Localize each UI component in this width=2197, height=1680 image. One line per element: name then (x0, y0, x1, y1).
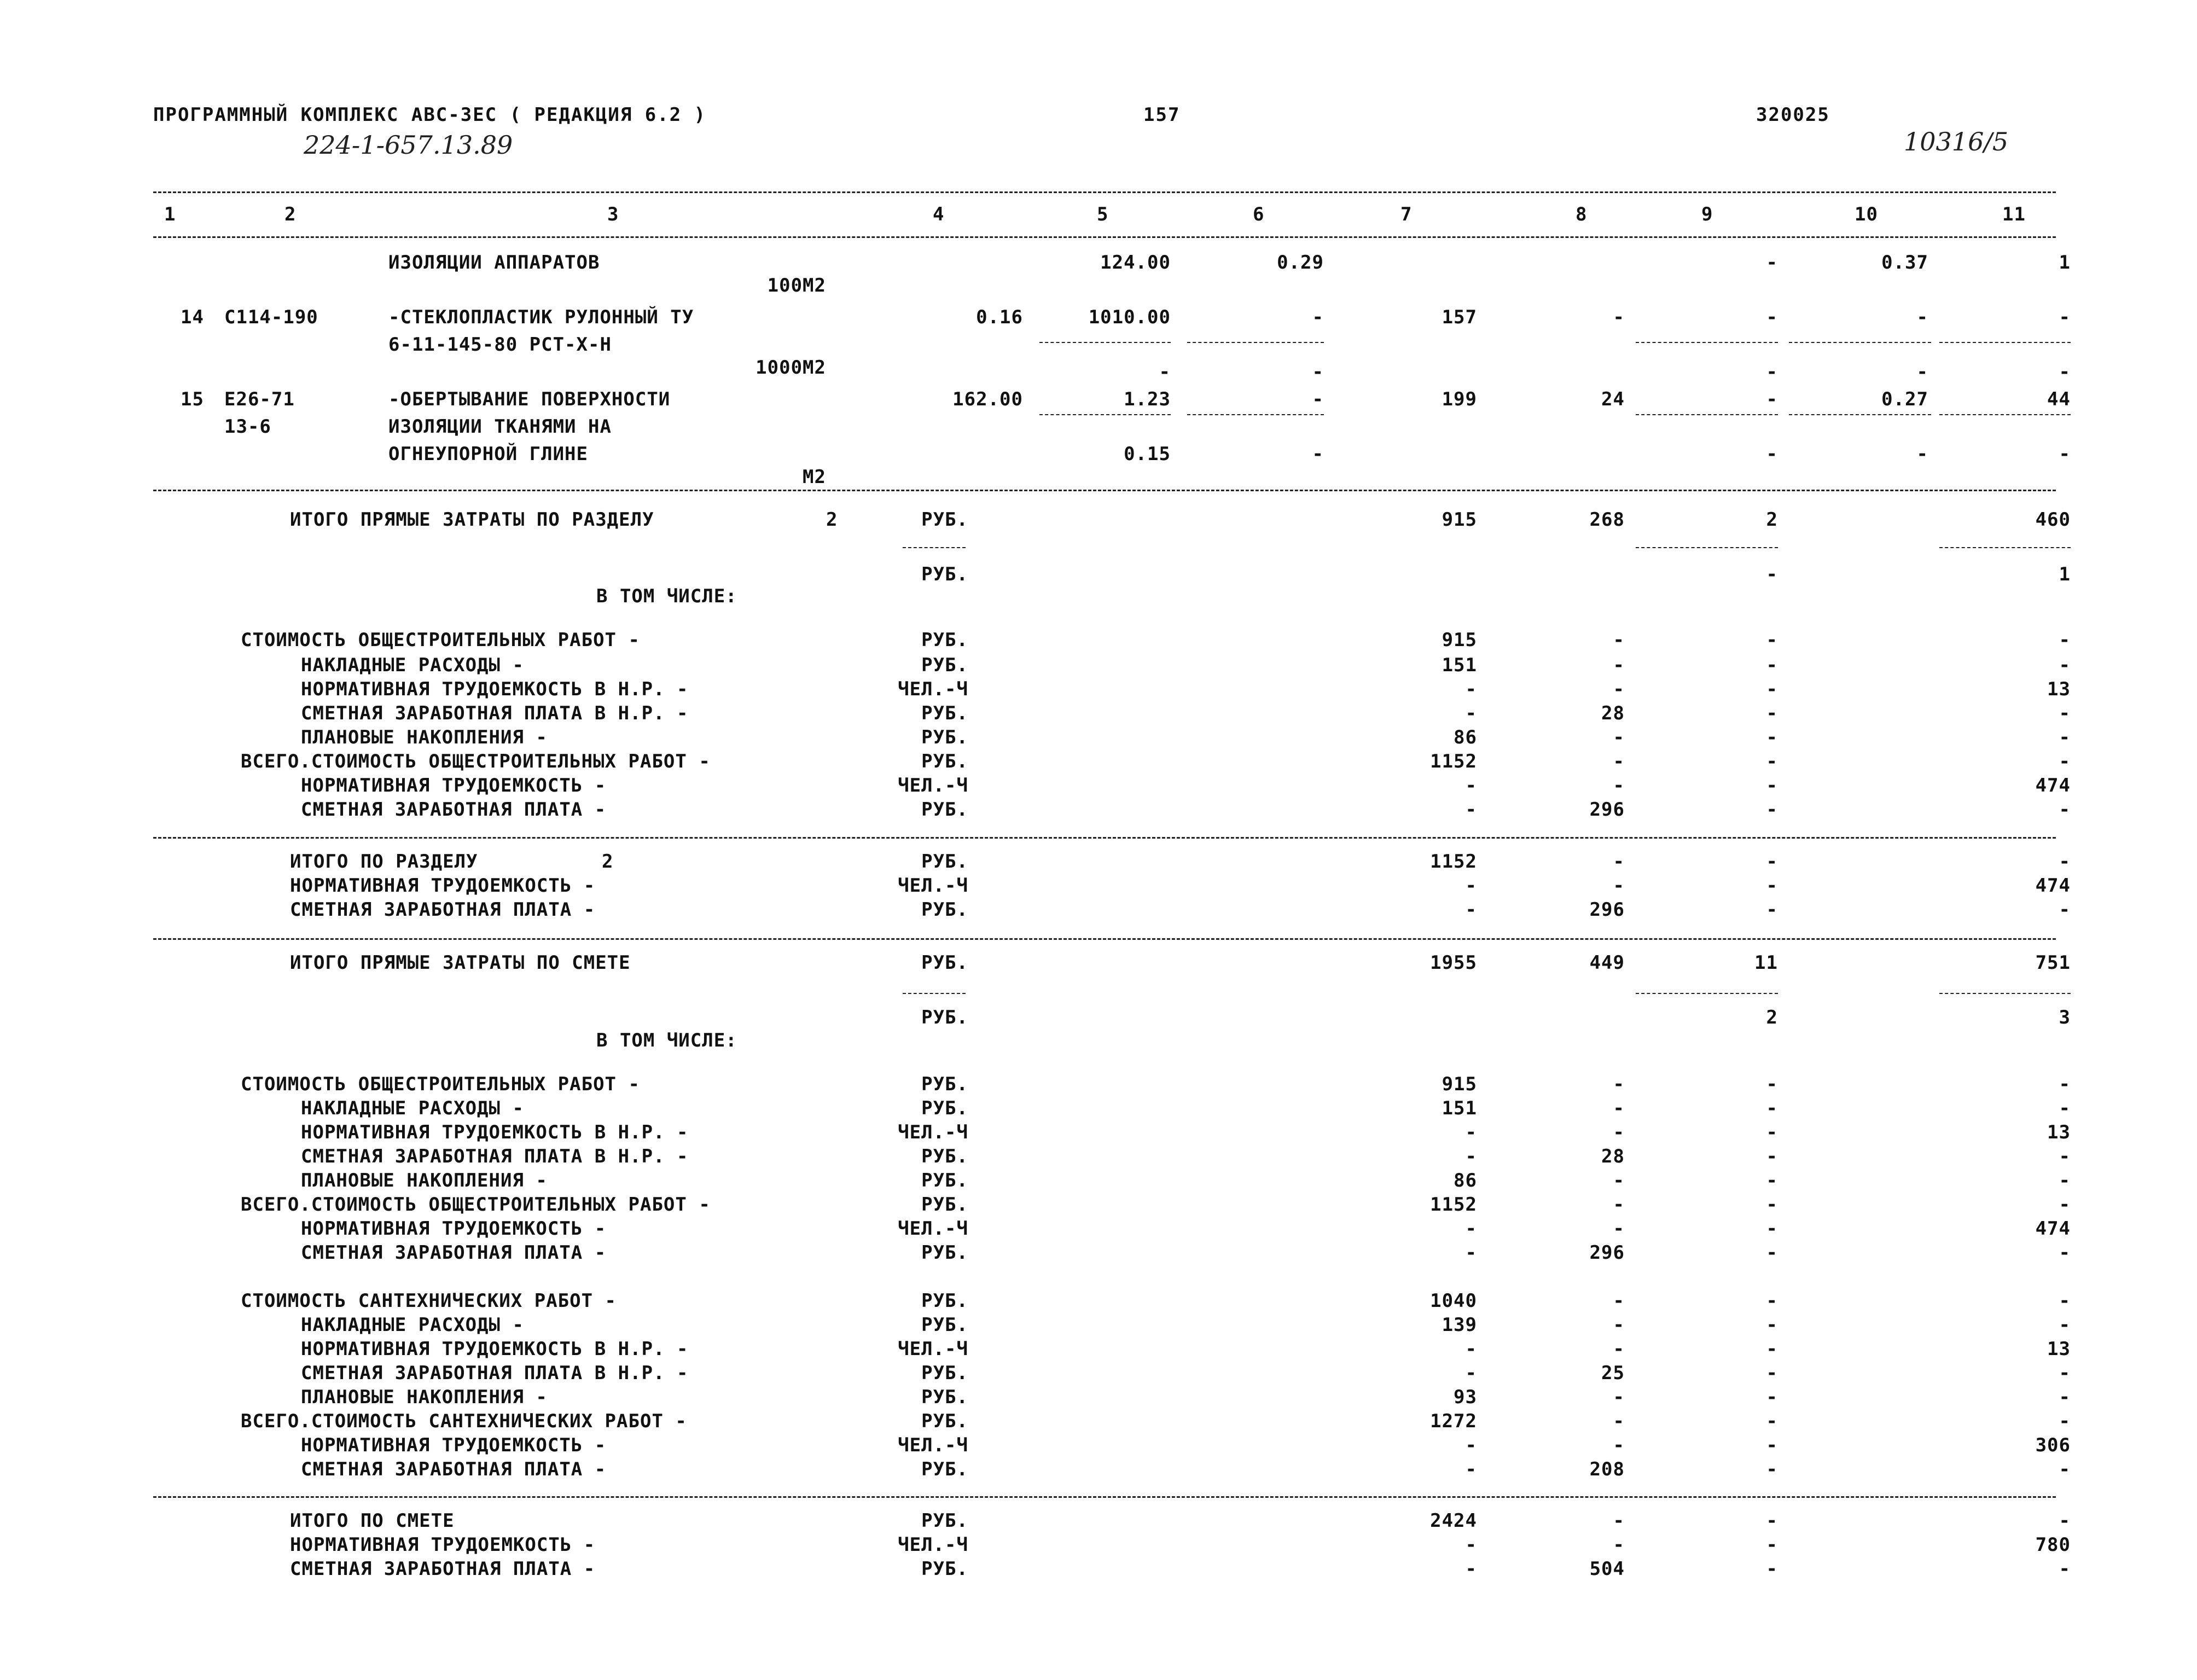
sum-underline (1187, 342, 1324, 343)
total-c11: - (2059, 1242, 2071, 1264)
total-c11: - (2059, 1362, 2071, 1384)
total-c11: - (2059, 1073, 2071, 1095)
total-unit: РУБ. (921, 1170, 968, 1191)
total-c9: - (1766, 875, 1778, 897)
total-unit: ЧЕЛ.-Ч (898, 678, 968, 700)
total-label: СМЕТНАЯ ЗАРАБОТНАЯ ПЛАТА В Н.Р. - (301, 702, 689, 724)
total-c11: 474 (2035, 775, 2071, 797)
total-unit: РУБ. (921, 1146, 968, 1167)
total-unit: РУБ. (921, 1242, 968, 1264)
cell-c9: - (1766, 361, 1778, 383)
section-number: 2 (602, 851, 614, 873)
cell-c5: 1.23 (1124, 388, 1171, 410)
total-c8: - (1613, 1338, 1625, 1360)
total-c9: - (1766, 629, 1778, 651)
total-unit: ЧЕЛ.-Ч (898, 1338, 968, 1360)
total-c8: 208 (1589, 1458, 1625, 1480)
total-label: ВСЕГО.СТОИМОСТЬ САНТЕХНИЧЕСКИХ РАБОТ - (241, 1410, 687, 1432)
total-c9: - (1766, 751, 1778, 772)
total-unit: РУБ. (921, 629, 968, 651)
total-c8: 504 (1589, 1558, 1625, 1580)
total-c8: - (1613, 1314, 1625, 1336)
total-c9: - (1766, 1146, 1778, 1167)
total-c11: - (2059, 702, 2071, 724)
column-header-3: 3 (607, 204, 619, 225)
section-rule-4 (153, 1496, 2056, 1498)
total-unit: РУБ. (921, 1073, 968, 1095)
total-unit: ЧЕЛ.-Ч (898, 1218, 968, 1240)
total-c9: - (1766, 1434, 1778, 1456)
total-c9: - (1766, 1242, 1778, 1264)
total-c7: - (1465, 899, 1477, 921)
sum-underline (1789, 342, 1931, 343)
total-unit: РУБ. (921, 1007, 968, 1028)
total-label: ПЛАНОВЫЕ НАКОПЛЕНИЯ - (301, 726, 548, 748)
item-code: С114-190 (224, 306, 318, 328)
total-label: ВСЕГО.СТОИМОСТЬ ОБЩЕСТРОИТЕЛЬНЫХ РАБОТ - (241, 1194, 711, 1216)
total-c8: - (1613, 775, 1625, 797)
total-label: ПЛАНОВЫЕ НАКОПЛЕНИЯ - (301, 1170, 548, 1191)
total-unit: РУБ. (921, 1458, 968, 1480)
total-c7: - (1465, 1121, 1477, 1143)
total-c8: - (1613, 678, 1625, 700)
total-c8: - (1613, 1121, 1625, 1143)
total-c11: - (2059, 799, 2071, 821)
sum-underline (1039, 342, 1171, 343)
total-c8: - (1613, 751, 1625, 772)
cell-c11: 1 (2059, 252, 2071, 274)
total-label: НОРМАТИВНАЯ ТРУДОЕМКОСТЬ - (290, 1534, 596, 1556)
section-rule-2 (153, 837, 2056, 839)
total-unit: РУБ. (921, 726, 968, 748)
total-unit: ЧЕЛ.-Ч (898, 775, 968, 797)
sum-underline (903, 993, 966, 994)
total-c7: 1040 (1430, 1290, 1477, 1312)
total-label: НАКЛАДНЫЕ РАСХОДЫ - (301, 1314, 524, 1336)
total-unit: РУБ. (921, 1194, 968, 1216)
sum-underline (1039, 414, 1171, 415)
cell-c5: 124.00 (1100, 252, 1171, 274)
total-unit: ЧЕЛ.-Ч (898, 1534, 968, 1556)
total-c8: - (1613, 1434, 1625, 1456)
total-c8: - (1613, 1410, 1625, 1432)
cell-c8: 24 (1601, 388, 1625, 410)
sum-underline (1636, 993, 1778, 994)
cell-c5: - (1159, 361, 1171, 383)
total-unit: РУБ. (921, 702, 968, 724)
total-unit: ЧЕЛ.-Ч (898, 1121, 968, 1143)
total-c11: - (2059, 751, 2071, 772)
total-label: НОРМАТИВНАЯ ТРУДОЕМКОСТЬ В Н.Р. - (301, 678, 689, 700)
total-unit: РУБ. (921, 1097, 968, 1119)
total-label: ИТОГО ПРЯМЫЕ ЗАТРАТЫ ПО СМЕТЕ (290, 952, 631, 974)
total-c8: 449 (1589, 952, 1625, 974)
item-unit: 100М2 (767, 275, 826, 297)
section-rule-1 (153, 490, 2056, 491)
total-unit: РУБ. (921, 563, 968, 585)
total-c8: - (1613, 654, 1625, 676)
cell-c11: 44 (2047, 388, 2071, 410)
total-c11: - (2059, 1097, 2071, 1119)
total-c9: 2 (1766, 1007, 1778, 1028)
item-number: 15 (181, 388, 204, 410)
total-unit: РУБ. (921, 1410, 968, 1432)
total-label: НАКЛАДНЫЕ РАСХОДЫ - (301, 654, 524, 676)
total-c7: 1272 (1430, 1410, 1477, 1432)
handwritten-sheet-number: 10316/5 (1904, 127, 2009, 156)
total-c9: - (1766, 678, 1778, 700)
total-label: В ТОМ ЧИСЛЕ: (596, 1030, 737, 1051)
header-rule-top (153, 191, 2056, 193)
cell-c6: - (1312, 306, 1324, 328)
sum-underline (1187, 414, 1324, 415)
cell-c9: - (1766, 388, 1778, 410)
total-c9: - (1766, 799, 1778, 821)
total-label: ВСЕГО.СТОИМОСТЬ ОБЩЕСТРОИТЕЛЬНЫХ РАБОТ - (241, 751, 711, 772)
total-c11: 3 (2059, 1007, 2071, 1028)
total-c7: - (1465, 1534, 1477, 1556)
total-label: НАКЛАДНЫЕ РАСХОДЫ - (301, 1097, 524, 1119)
total-c7: 86 (1454, 726, 1477, 748)
total-unit: РУБ. (921, 1510, 968, 1532)
total-c11: - (2059, 654, 2071, 676)
total-c8: - (1613, 629, 1625, 651)
sum-underline (1939, 414, 2071, 415)
total-c8: - (1613, 1510, 1625, 1532)
total-c8: 296 (1589, 899, 1625, 921)
sum-underline (1939, 993, 2071, 994)
total-c9: - (1766, 1290, 1778, 1312)
total-c11: - (2059, 629, 2071, 651)
total-c7: 1152 (1430, 1194, 1477, 1216)
total-c9: - (1766, 654, 1778, 676)
item-code: Е26-71 (224, 388, 295, 410)
total-c9: - (1766, 899, 1778, 921)
total-c7: - (1465, 1146, 1477, 1167)
total-label: СТОИМОСТЬ САНТЕХНИЧЕСКИХ РАБОТ - (241, 1290, 617, 1312)
total-label: СМЕТНАЯ ЗАРАБОТНАЯ ПЛАТА - (290, 899, 596, 921)
column-header-10: 10 (1855, 204, 1878, 225)
total-unit: РУБ. (921, 509, 968, 531)
total-c9: - (1766, 851, 1778, 873)
column-header-2: 2 (284, 204, 297, 225)
total-label: СТОИМОСТЬ ОБЩЕСТРОИТЕЛЬНЫХ РАБОТ - (241, 629, 640, 651)
total-label: СМЕТНАЯ ЗАРАБОТНАЯ ПЛАТА В Н.Р. - (301, 1146, 689, 1167)
total-unit: РУБ. (921, 952, 968, 974)
total-unit: РУБ. (921, 751, 968, 772)
cell-c9: - (1766, 443, 1778, 465)
total-c11: 474 (2035, 1218, 2071, 1240)
total-c7: - (1465, 775, 1477, 797)
total-c9: - (1766, 702, 1778, 724)
cell-c6: - (1312, 361, 1324, 383)
total-label: ИТОГО ПРЯМЫЕ ЗАТРАТЫ ПО РАЗДЕЛУ (290, 509, 654, 531)
total-c7: - (1465, 1242, 1477, 1264)
total-label: НОРМАТИВНАЯ ТРУДОЕМКОСТЬ - (301, 1218, 607, 1240)
total-c7: 151 (1442, 654, 1477, 676)
total-label: СМЕТНАЯ ЗАРАБОТНАЯ ПЛАТА В Н.Р. - (301, 1362, 689, 1384)
item-unit: 1000М2 (755, 357, 826, 379)
total-c7: - (1465, 1434, 1477, 1456)
total-unit: РУБ. (921, 1362, 968, 1384)
total-c9: - (1766, 1458, 1778, 1480)
cell-c10: - (1916, 306, 1928, 328)
total-c8: 25 (1601, 1362, 1625, 1384)
total-label: НОРМАТИВНАЯ ТРУДОЕМКОСТЬ - (301, 775, 607, 797)
total-c8: 296 (1589, 1242, 1625, 1264)
sum-underline (903, 547, 966, 548)
total-c8: 28 (1601, 1146, 1625, 1167)
item-description: ИЗОЛЯЦИИ АППАРАТОВ (388, 252, 600, 274)
cell-c9: - (1766, 306, 1778, 328)
total-label: НОРМАТИВНАЯ ТРУДОЕМКОСТЬ В Н.Р. - (301, 1338, 689, 1360)
cell-c5: 1010.00 (1088, 306, 1171, 328)
total-unit: РУБ. (921, 654, 968, 676)
total-c7: 2424 (1430, 1510, 1477, 1532)
total-c9: - (1766, 726, 1778, 748)
total-c8: - (1613, 1534, 1625, 1556)
item-description: -ОБЕРТЫВАНИЕ ПОВЕРХНОСТИ (388, 388, 671, 410)
total-c11: - (2059, 1458, 2071, 1480)
column-header-1: 1 (164, 204, 176, 225)
total-c11: - (2059, 851, 2071, 873)
total-c7: 1152 (1430, 751, 1477, 772)
total-c11: - (2059, 1170, 2071, 1191)
page-number: 157 (1143, 104, 1181, 126)
cell-c6: - (1312, 388, 1324, 410)
total-label: СМЕТНАЯ ЗАРАБОТНАЯ ПЛАТА - (301, 1458, 607, 1480)
total-label: В ТОМ ЧИСЛЕ: (596, 585, 737, 607)
total-c11: - (2059, 1194, 2071, 1216)
cell-c8: - (1613, 306, 1625, 328)
total-c9: - (1766, 1558, 1778, 1580)
sum-underline (1636, 342, 1778, 343)
total-c11: 306 (2035, 1434, 2071, 1456)
total-c11: - (2059, 1558, 2071, 1580)
total-c9: - (1766, 1194, 1778, 1216)
item-description: 6-11-145-80 РСТ-Х-Н (388, 334, 612, 356)
cell-c6: - (1312, 443, 1324, 465)
program-title: ПРОГРАММНЫЙ КОМПЛЕКС АВС-3ЕС ( РЕДАКЦИЯ 6.2 ) (153, 104, 707, 126)
total-c7: - (1465, 875, 1477, 897)
total-unit: ЧЕЛ.-Ч (898, 875, 968, 897)
cell-c7: 157 (1442, 306, 1477, 328)
total-c11: 13 (2047, 678, 2071, 700)
total-label: ПЛАНОВЫЕ НАКОПЛЕНИЯ - (301, 1386, 548, 1408)
item-unit: М2 (803, 466, 826, 488)
total-label: НОРМАТИВНАЯ ТРУДОЕМКОСТЬ - (290, 875, 596, 897)
cell-c11: - (2059, 443, 2071, 465)
total-c9: - (1766, 1121, 1778, 1143)
total-unit: РУБ. (921, 1386, 968, 1408)
total-label: СМЕТНАЯ ЗАРАБОТНАЯ ПЛАТА - (301, 799, 607, 821)
cell-c11: - (2059, 361, 2071, 383)
total-c9: - (1766, 1170, 1778, 1191)
total-c9: - (1766, 1410, 1778, 1432)
total-c7: - (1465, 1362, 1477, 1384)
total-c9: - (1766, 1314, 1778, 1336)
total-c9: - (1766, 1338, 1778, 1360)
cell-c10: - (1916, 361, 1928, 383)
item-code: 13-6 (224, 416, 271, 438)
section-rule-3 (153, 938, 2056, 940)
total-c9: - (1766, 1386, 1778, 1408)
column-header-9: 9 (1701, 204, 1713, 225)
total-c7: 915 (1442, 629, 1477, 651)
total-unit: РУБ. (921, 1558, 968, 1580)
cell-c10: 0.37 (1881, 252, 1928, 274)
total-c11: - (2059, 1510, 2071, 1532)
total-c8: - (1613, 1290, 1625, 1312)
total-c11: 460 (2035, 509, 2071, 531)
total-c7: 915 (1442, 1073, 1477, 1095)
item-number: 14 (181, 306, 204, 328)
total-unit: РУБ. (921, 1290, 968, 1312)
total-c9: - (1766, 1534, 1778, 1556)
total-c8: - (1613, 1170, 1625, 1191)
total-label: НОРМАТИВНАЯ ТРУДОЕМКОСТЬ - (301, 1434, 607, 1456)
cell-c6: 0.29 (1277, 252, 1324, 274)
handwritten-project-number: 224-1-657.13.89 (304, 130, 513, 160)
total-c9: - (1766, 1362, 1778, 1384)
total-c7: 1955 (1430, 952, 1477, 974)
total-c11: - (2059, 1146, 2071, 1167)
header-rule-bottom (153, 236, 2056, 238)
total-c11: 13 (2047, 1338, 2071, 1360)
sum-underline (1636, 414, 1778, 415)
sum-underline (1636, 547, 1778, 548)
total-c7: 93 (1454, 1386, 1477, 1408)
document-code: 320025 (1756, 104, 1830, 126)
cell-c10: 0.27 (1881, 388, 1928, 410)
total-c7: 139 (1442, 1314, 1477, 1336)
total-c11: - (2059, 1290, 2071, 1312)
total-unit: РУБ. (921, 1314, 968, 1336)
cell-c5: 0.15 (1124, 443, 1171, 465)
total-label: СМЕТНАЯ ЗАРАБОТНАЯ ПЛАТА - (301, 1242, 607, 1264)
total-c11: 13 (2047, 1121, 2071, 1143)
total-c7: 1152 (1430, 851, 1477, 873)
cell-c11: - (2059, 306, 2071, 328)
total-c7: - (1465, 1558, 1477, 1580)
total-c11: - (2059, 1386, 2071, 1408)
total-c8: - (1613, 1073, 1625, 1095)
total-c11: 751 (2035, 952, 2071, 974)
cell-c7: 199 (1442, 388, 1477, 410)
total-c8: - (1613, 1218, 1625, 1240)
total-unit: РУБ. (921, 799, 968, 821)
total-c9: - (1766, 1218, 1778, 1240)
total-label: ИТОГО ПО СМЕТЕ (290, 1510, 455, 1532)
total-c9: - (1766, 1097, 1778, 1119)
total-c9: - (1766, 775, 1778, 797)
section-number: 2 (826, 509, 838, 531)
total-c9: 11 (1754, 952, 1778, 974)
sum-underline (1939, 342, 2071, 343)
total-c8: - (1613, 1097, 1625, 1119)
cell-c4: 0.16 (976, 306, 1023, 328)
total-c8: - (1613, 726, 1625, 748)
sum-underline (1939, 547, 2071, 548)
column-header-8: 8 (1576, 204, 1588, 225)
sum-underline (1789, 414, 1931, 415)
total-c8: - (1613, 1386, 1625, 1408)
total-c8: - (1613, 875, 1625, 897)
total-label: ИТОГО ПО РАЗДЕЛУ (290, 851, 478, 873)
total-c7: - (1465, 702, 1477, 724)
total-c7: - (1465, 1218, 1477, 1240)
total-c7: - (1465, 799, 1477, 821)
total-c7: - (1465, 1338, 1477, 1360)
total-label: СТОИМОСТЬ ОБЩЕСТРОИТЕЛЬНЫХ РАБОТ - (241, 1073, 640, 1095)
total-c9: - (1766, 1073, 1778, 1095)
total-c11: - (2059, 1410, 2071, 1432)
total-unit: РУБ. (921, 851, 968, 873)
total-unit: ЧЕЛ.-Ч (898, 1434, 968, 1456)
cell-c10: - (1916, 443, 1928, 465)
total-c7: 151 (1442, 1097, 1477, 1119)
cell-c4: 162.00 (952, 388, 1023, 410)
column-header-11: 11 (2002, 204, 2026, 225)
total-c9: - (1766, 1510, 1778, 1532)
total-c11: - (2059, 899, 2071, 921)
total-c7: 86 (1454, 1170, 1477, 1191)
total-c8: 296 (1589, 799, 1625, 821)
column-header-6: 6 (1253, 204, 1265, 225)
item-description: ОГНЕУПОРНОЙ ГЛИНЕ (388, 443, 588, 465)
total-c8: - (1613, 1194, 1625, 1216)
total-c11: - (2059, 1314, 2071, 1336)
total-label: НОРМАТИВНАЯ ТРУДОЕМКОСТЬ В Н.Р. - (301, 1121, 689, 1143)
total-c7: 915 (1442, 509, 1477, 531)
total-label: СМЕТНАЯ ЗАРАБОТНАЯ ПЛАТА - (290, 1558, 596, 1580)
item-description: ИЗОЛЯЦИИ ТКАНЯМИ НА (388, 416, 612, 438)
item-description: -СТЕКЛОПЛАСТИК РУЛОННЫЙ ТУ (388, 306, 694, 328)
total-c11: 780 (2035, 1534, 2071, 1556)
column-header-4: 4 (933, 204, 945, 225)
total-unit: РУБ. (921, 899, 968, 921)
total-c11: 1 (2059, 563, 2071, 585)
cell-c9: - (1766, 252, 1778, 274)
total-c8: 28 (1601, 702, 1625, 724)
total-c9: 2 (1766, 509, 1778, 531)
total-c9: - (1766, 563, 1778, 585)
total-c11: 474 (2035, 875, 2071, 897)
column-header-5: 5 (1097, 204, 1109, 225)
total-c11: - (2059, 726, 2071, 748)
total-c8: - (1613, 851, 1625, 873)
total-c8: 268 (1589, 509, 1625, 531)
total-c7: - (1465, 1458, 1477, 1480)
column-header-7: 7 (1400, 204, 1413, 225)
total-c7: - (1465, 678, 1477, 700)
